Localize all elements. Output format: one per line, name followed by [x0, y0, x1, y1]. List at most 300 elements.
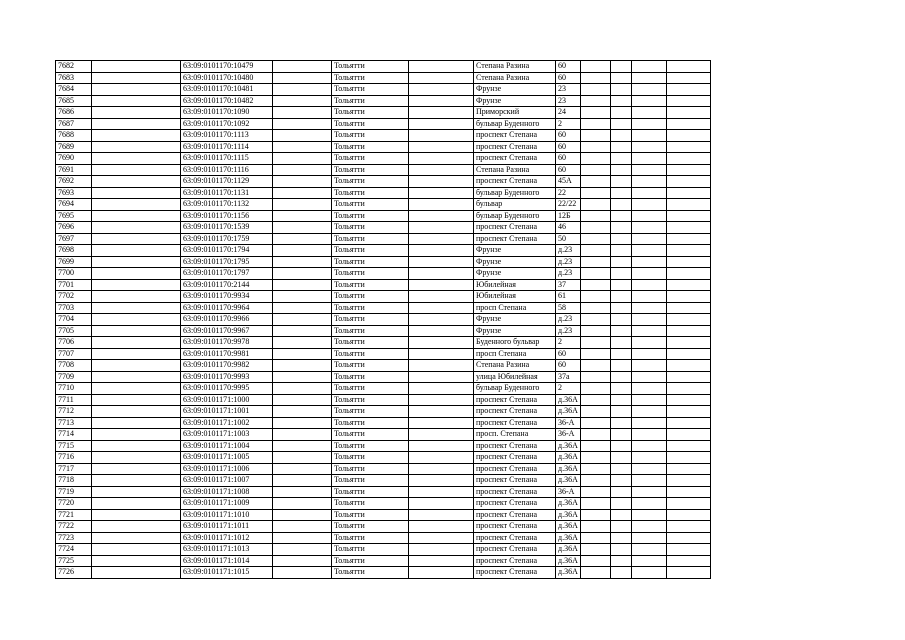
record-number-cell: 7710: [56, 383, 92, 395]
empty-cell: [409, 360, 474, 372]
empty-cell: [580, 567, 610, 579]
street-cell: бульвар Буденного: [474, 187, 556, 199]
street-cell: Степана Разина: [474, 72, 556, 84]
city-cell: Тольятти: [332, 371, 409, 383]
empty-cell: [273, 521, 332, 533]
city-cell: Тольятти: [332, 279, 409, 291]
empty-cell: [409, 245, 474, 257]
house-number-cell: 45А: [556, 176, 581, 188]
empty-cell: [409, 107, 474, 119]
empty-cell: [409, 302, 474, 314]
empty-cell: [666, 383, 710, 395]
empty-cell: [580, 463, 610, 475]
empty-cell: [92, 256, 181, 268]
street-cell: проспект Степана: [474, 544, 556, 556]
city-cell: Тольятти: [332, 463, 409, 475]
street-cell: проспект Степана: [474, 141, 556, 153]
empty-cell: [580, 187, 610, 199]
empty-cell: [273, 176, 332, 188]
street-cell: проспект Степана: [474, 233, 556, 245]
record-number-cell: 7705: [56, 325, 92, 337]
empty-cell: [580, 291, 610, 303]
empty-cell: [409, 222, 474, 234]
empty-cell: [273, 452, 332, 464]
street-cell: бульвар Буденного: [474, 210, 556, 222]
cadastral-number-cell: 63:09:0101170:1539: [181, 222, 273, 234]
empty-cell: [92, 95, 181, 107]
empty-cell: [610, 222, 631, 234]
street-cell: Юбилейная: [474, 291, 556, 303]
empty-cell: [273, 348, 332, 360]
table-row: [56, 475, 711, 487]
empty-cell: [610, 521, 631, 533]
empty-cell: [273, 486, 332, 498]
cadastral-number-cell: 63:09:0101170:1794: [181, 245, 273, 257]
empty-cell: [666, 256, 710, 268]
cadastral-number-cell: 63:09:0101171:1004: [181, 440, 273, 452]
empty-cell: [409, 509, 474, 521]
table-row: [56, 498, 711, 510]
city-cell: Тольятти: [332, 72, 409, 84]
empty-cell: [580, 314, 610, 326]
empty-cell: [409, 118, 474, 130]
empty-cell: [409, 475, 474, 487]
empty-cell: [92, 555, 181, 567]
cadastral-number-cell: 63:09:0101170:10479: [181, 61, 273, 73]
empty-cell: [666, 279, 710, 291]
empty-cell: [409, 153, 474, 165]
empty-cell: [666, 406, 710, 418]
cadastral-number-cell: 63:09:0101170:10482: [181, 95, 273, 107]
empty-cell: [666, 429, 710, 441]
empty-cell: [273, 498, 332, 510]
empty-cell: [610, 394, 631, 406]
city-cell: Тольятти: [332, 440, 409, 452]
empty-cell: [580, 325, 610, 337]
street-cell: Степана Разина: [474, 360, 556, 372]
table-row: [56, 417, 711, 429]
record-number-cell: 7703: [56, 302, 92, 314]
street-cell: проспект Степана: [474, 452, 556, 464]
house-number-cell: 50: [556, 233, 581, 245]
empty-cell: [409, 544, 474, 556]
street-cell: проспект Степана: [474, 555, 556, 567]
cadastral-number-cell: 63:09:0101170:9967: [181, 325, 273, 337]
empty-cell: [666, 544, 710, 556]
table-row: [56, 302, 711, 314]
street-cell: проспект Степана: [474, 498, 556, 510]
empty-cell: [580, 72, 610, 84]
empty-cell: [666, 360, 710, 372]
empty-cell: [610, 509, 631, 521]
empty-cell: [273, 337, 332, 349]
street-cell: проспект Степана: [474, 475, 556, 487]
cadastral-number-cell: 63:09:0101171:1014: [181, 555, 273, 567]
empty-cell: [580, 153, 610, 165]
empty-cell: [409, 325, 474, 337]
empty-cell: [92, 371, 181, 383]
empty-cell: [92, 486, 181, 498]
street-cell: Фрунзе: [474, 95, 556, 107]
empty-cell: [666, 498, 710, 510]
empty-cell: [580, 176, 610, 188]
city-cell: Тольятти: [332, 394, 409, 406]
empty-cell: [273, 360, 332, 372]
record-number-cell: 7724: [56, 544, 92, 556]
record-number-cell: 7707: [56, 348, 92, 360]
cadastral-number-cell: 63:09:0101170:1795: [181, 256, 273, 268]
empty-cell: [610, 153, 631, 165]
empty-cell: [666, 245, 710, 257]
house-number-cell: 61: [556, 291, 581, 303]
house-number-cell: 2: [556, 383, 581, 395]
house-number-cell: д.36А: [556, 498, 581, 510]
empty-cell: [610, 187, 631, 199]
empty-cell: [409, 348, 474, 360]
empty-cell: [631, 176, 666, 188]
house-number-cell: 36-А: [556, 417, 581, 429]
table-row: [56, 187, 711, 199]
house-number-cell: д.23: [556, 256, 581, 268]
house-number-cell: д.23: [556, 325, 581, 337]
street-cell: проспект Степана: [474, 440, 556, 452]
city-cell: Тольятти: [332, 164, 409, 176]
empty-cell: [92, 567, 181, 579]
empty-cell: [631, 256, 666, 268]
empty-cell: [409, 498, 474, 510]
empty-cell: [409, 371, 474, 383]
house-number-cell: 60: [556, 72, 581, 84]
street-cell: Фрунзе: [474, 314, 556, 326]
city-cell: Тольятти: [332, 475, 409, 487]
cadastral-number-cell: 63:09:0101170:1092: [181, 118, 273, 130]
empty-cell: [409, 314, 474, 326]
city-cell: Тольятти: [332, 429, 409, 441]
empty-cell: [580, 417, 610, 429]
house-number-cell: д.36А: [556, 567, 581, 579]
record-number-cell: 7689: [56, 141, 92, 153]
table-row: [56, 555, 711, 567]
city-cell: Тольятти: [332, 348, 409, 360]
empty-cell: [580, 245, 610, 257]
empty-cell: [580, 394, 610, 406]
cadastral-number-cell: 63:09:0101171:1012: [181, 532, 273, 544]
empty-cell: [631, 337, 666, 349]
empty-cell: [666, 302, 710, 314]
house-number-cell: д.36А: [556, 463, 581, 475]
record-number-cell: 7709: [56, 371, 92, 383]
empty-cell: [580, 233, 610, 245]
empty-cell: [580, 521, 610, 533]
empty-cell: [409, 521, 474, 533]
empty-cell: [631, 72, 666, 84]
street-cell: Степана Разина: [474, 164, 556, 176]
city-cell: Тольятти: [332, 256, 409, 268]
table-row: [56, 521, 711, 533]
empty-cell: [273, 544, 332, 556]
cadastral-number-cell: 63:09:0101171:1011: [181, 521, 273, 533]
empty-cell: [92, 463, 181, 475]
empty-cell: [631, 187, 666, 199]
empty-cell: [92, 440, 181, 452]
empty-cell: [610, 130, 631, 142]
empty-cell: [610, 463, 631, 475]
record-number-cell: 7720: [56, 498, 92, 510]
house-number-cell: 37а: [556, 371, 581, 383]
empty-cell: [610, 348, 631, 360]
street-cell: просп. Степана: [474, 429, 556, 441]
city-cell: Тольятти: [332, 95, 409, 107]
empty-cell: [666, 521, 710, 533]
house-number-cell: 37: [556, 279, 581, 291]
table-row: [56, 268, 711, 280]
cadastral-number-cell: 63:09:0101170:10481: [181, 84, 273, 96]
empty-cell: [610, 383, 631, 395]
record-number-cell: 7693: [56, 187, 92, 199]
table-row: [56, 383, 711, 395]
empty-cell: [273, 291, 332, 303]
empty-cell: [631, 406, 666, 418]
empty-cell: [409, 187, 474, 199]
table-row: [56, 118, 711, 130]
empty-cell: [92, 118, 181, 130]
empty-cell: [610, 291, 631, 303]
record-number-cell: 7697: [56, 233, 92, 245]
house-number-cell: 22: [556, 187, 581, 199]
house-number-cell: д.36А: [556, 475, 581, 487]
cadastral-number-cell: 63:09:0101170:1797: [181, 268, 273, 280]
empty-cell: [610, 279, 631, 291]
record-number-cell: 7684: [56, 84, 92, 96]
empty-cell: [666, 153, 710, 165]
street-cell: Фрунзе: [474, 256, 556, 268]
table-row: [56, 325, 711, 337]
cadastral-number-cell: 63:09:0101171:1007: [181, 475, 273, 487]
house-number-cell: д.36А: [556, 394, 581, 406]
empty-cell: [409, 199, 474, 211]
house-number-cell: 60: [556, 164, 581, 176]
house-number-cell: 60: [556, 141, 581, 153]
street-cell: проспект Степана: [474, 509, 556, 521]
table-row: [56, 72, 711, 84]
empty-cell: [631, 417, 666, 429]
empty-cell: [631, 199, 666, 211]
empty-cell: [631, 291, 666, 303]
record-number-cell: 7716: [56, 452, 92, 464]
record-number-cell: 7692: [56, 176, 92, 188]
house-number-cell: 2: [556, 337, 581, 349]
empty-cell: [273, 314, 332, 326]
empty-cell: [409, 291, 474, 303]
empty-cell: [409, 84, 474, 96]
house-number-cell: д.36А: [556, 440, 581, 452]
empty-cell: [580, 118, 610, 130]
empty-cell: [580, 164, 610, 176]
empty-cell: [610, 176, 631, 188]
cadastral-number-cell: 63:09:0101170:1116: [181, 164, 273, 176]
empty-cell: [409, 141, 474, 153]
empty-cell: [666, 291, 710, 303]
empty-cell: [580, 61, 610, 73]
empty-cell: [92, 360, 181, 372]
empty-cell: [92, 394, 181, 406]
empty-cell: [610, 61, 631, 73]
record-number-cell: 7687: [56, 118, 92, 130]
empty-cell: [610, 371, 631, 383]
street-cell: Юбилейная: [474, 279, 556, 291]
empty-cell: [273, 130, 332, 142]
cadastral-number-cell: 63:09:0101171:1008: [181, 486, 273, 498]
empty-cell: [610, 210, 631, 222]
empty-cell: [273, 245, 332, 257]
city-cell: Тольятти: [332, 521, 409, 533]
empty-cell: [580, 348, 610, 360]
record-number-cell: 7702: [56, 291, 92, 303]
empty-cell: [580, 406, 610, 418]
city-cell: Тольятти: [332, 61, 409, 73]
empty-cell: [666, 314, 710, 326]
record-number-cell: 7717: [56, 463, 92, 475]
empty-cell: [631, 371, 666, 383]
table-row: [56, 130, 711, 142]
cadastral-number-cell: 63:09:0101171:1013: [181, 544, 273, 556]
empty-cell: [666, 130, 710, 142]
empty-cell: [610, 532, 631, 544]
empty-cell: [92, 245, 181, 257]
empty-cell: [409, 452, 474, 464]
house-number-cell: д.23: [556, 314, 581, 326]
empty-cell: [666, 176, 710, 188]
empty-cell: [92, 498, 181, 510]
empty-cell: [409, 268, 474, 280]
house-number-cell: д.36А: [556, 406, 581, 418]
empty-cell: [610, 84, 631, 96]
street-cell: Степана Разина: [474, 61, 556, 73]
empty-cell: [580, 509, 610, 521]
empty-cell: [666, 222, 710, 234]
empty-cell: [666, 475, 710, 487]
empty-cell: [409, 394, 474, 406]
table-row: [56, 544, 711, 556]
house-number-cell: 23: [556, 95, 581, 107]
city-cell: Тольятти: [332, 291, 409, 303]
empty-cell: [580, 199, 610, 211]
empty-cell: [631, 383, 666, 395]
empty-cell: [580, 429, 610, 441]
empty-cell: [631, 222, 666, 234]
city-cell: Тольятти: [332, 176, 409, 188]
empty-cell: [92, 72, 181, 84]
empty-cell: [666, 509, 710, 521]
house-number-cell: 23: [556, 84, 581, 96]
house-number-cell: д.36А: [556, 544, 581, 556]
cadastral-number-cell: 63:09:0101170:1090: [181, 107, 273, 119]
empty-cell: [92, 429, 181, 441]
house-number-cell: 60: [556, 348, 581, 360]
empty-cell: [92, 452, 181, 464]
empty-cell: [610, 555, 631, 567]
empty-cell: [273, 429, 332, 441]
empty-cell: [666, 325, 710, 337]
empty-cell: [273, 268, 332, 280]
empty-cell: [92, 279, 181, 291]
table-row: [56, 360, 711, 372]
house-number-cell: д.36А: [556, 555, 581, 567]
street-cell: Фрунзе: [474, 245, 556, 257]
empty-cell: [92, 302, 181, 314]
empty-cell: [273, 210, 332, 222]
record-number-cell: 7695: [56, 210, 92, 222]
empty-cell: [273, 72, 332, 84]
empty-cell: [666, 210, 710, 222]
empty-cell: [273, 256, 332, 268]
city-cell: Тольятти: [332, 406, 409, 418]
empty-cell: [273, 302, 332, 314]
street-cell: проспект Степана: [474, 486, 556, 498]
empty-cell: [610, 440, 631, 452]
empty-cell: [580, 383, 610, 395]
record-number-cell: 7699: [56, 256, 92, 268]
address-table: [55, 60, 711, 579]
empty-cell: [580, 440, 610, 452]
record-number-cell: 7690: [56, 153, 92, 165]
table-row: [56, 429, 711, 441]
house-number-cell: 46: [556, 222, 581, 234]
cadastral-number-cell: 63:09:0101170:9995: [181, 383, 273, 395]
empty-cell: [273, 463, 332, 475]
record-number-cell: 7700: [56, 268, 92, 280]
empty-cell: [409, 164, 474, 176]
street-cell: Фрунзе: [474, 84, 556, 96]
empty-cell: [631, 107, 666, 119]
empty-cell: [610, 452, 631, 464]
empty-cell: [666, 337, 710, 349]
city-cell: Тольятти: [332, 360, 409, 372]
empty-cell: [666, 452, 710, 464]
empty-cell: [631, 164, 666, 176]
empty-cell: [631, 95, 666, 107]
house-number-cell: д.36А: [556, 532, 581, 544]
empty-cell: [273, 383, 332, 395]
empty-cell: [580, 498, 610, 510]
record-number-cell: 7706: [56, 337, 92, 349]
empty-cell: [610, 72, 631, 84]
city-cell: Тольятти: [332, 383, 409, 395]
empty-cell: [666, 95, 710, 107]
empty-cell: [92, 199, 181, 211]
record-number-cell: 7694: [56, 199, 92, 211]
empty-cell: [273, 371, 332, 383]
record-number-cell: 7726: [56, 567, 92, 579]
city-cell: Тольятти: [332, 555, 409, 567]
cadastral-number-cell: 63:09:0101170:1115: [181, 153, 273, 165]
record-number-cell: 7688: [56, 130, 92, 142]
empty-cell: [273, 141, 332, 153]
empty-cell: [610, 475, 631, 487]
city-cell: Тольятти: [332, 107, 409, 119]
cadastral-number-cell: 63:09:0101170:1132: [181, 199, 273, 211]
empty-cell: [580, 452, 610, 464]
table-row: [56, 394, 711, 406]
empty-cell: [92, 475, 181, 487]
empty-cell: [631, 463, 666, 475]
table-row: [56, 463, 711, 475]
table-row: [56, 222, 711, 234]
table-row: [56, 210, 711, 222]
empty-cell: [610, 199, 631, 211]
empty-cell: [631, 555, 666, 567]
record-number-cell: 7682: [56, 61, 92, 73]
